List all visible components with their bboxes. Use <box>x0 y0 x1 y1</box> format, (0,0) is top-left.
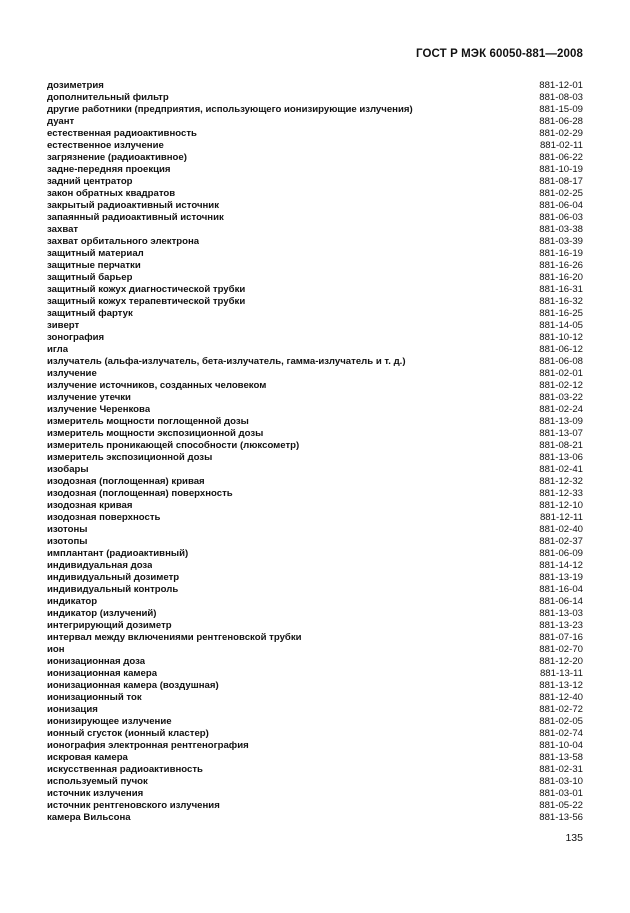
entry-term: искровая камера <box>47 751 128 763</box>
entry-term: искусственная радиоактивность <box>47 763 203 775</box>
entry-term: естественное излучение <box>47 139 164 151</box>
entry-code: 881-02-11 <box>539 139 583 151</box>
index-entry <box>47 680 583 692</box>
index-entry <box>47 296 583 308</box>
entry-term: ион <box>47 643 65 655</box>
entry-term: захват орбитального электрона <box>47 235 200 247</box>
index-entry <box>47 560 583 572</box>
index-entry <box>47 248 583 260</box>
entry-code: 881-12-20 <box>539 655 583 667</box>
entry-code: 881-16-26 <box>539 259 583 271</box>
entry-code: 881-13-03 <box>539 607 583 619</box>
entry-code: 881-06-28 <box>539 115 583 127</box>
entry-term: ионография электронная рентгенография <box>47 739 249 751</box>
entry-code: 881-16-32 <box>539 295 583 307</box>
entry-term: дозиметрия <box>47 79 104 91</box>
index-entry <box>47 608 583 620</box>
index-entry <box>47 728 583 740</box>
standard-header: ГОСТ Р МЭК 60050-881—2008 <box>416 48 583 60</box>
index-entry <box>47 776 583 788</box>
entry-term: изодозная (поглощенная) поверхность <box>47 487 233 499</box>
entry-term: защитный фартук <box>47 307 133 319</box>
index-entry <box>47 152 583 164</box>
entry-code: 881-02-40 <box>539 523 583 535</box>
entry-code: 881-06-12 <box>539 343 583 355</box>
entry-term: излучение источников, созданных человеком <box>47 379 267 391</box>
index-entry <box>47 344 583 356</box>
index-entry <box>47 236 583 248</box>
entry-code: 881-13-19 <box>539 571 583 583</box>
index-entry <box>47 284 583 296</box>
index-entry <box>47 812 583 824</box>
entry-code: 881-03-10 <box>539 775 583 787</box>
entry-term: защитный материал <box>47 247 144 259</box>
index-entry <box>47 740 583 752</box>
index-entry <box>47 140 583 152</box>
index-entry <box>47 800 583 812</box>
index-entry <box>47 512 583 524</box>
entry-term: интервал между включениями рентгеновской трубки <box>47 631 302 643</box>
entry-term: имплантант (радиоактивный) <box>47 547 189 559</box>
entry-term: измеритель проникающей способности (люксометр) <box>47 439 300 451</box>
index-entry <box>47 428 583 440</box>
index-entry <box>47 452 583 464</box>
entry-term: индивидуальный контроль <box>47 583 179 595</box>
entry-term: индивидуальный дозиметр <box>47 571 180 583</box>
entry-term: индивидуальная доза <box>47 559 153 571</box>
entry-term: дополнительный фильтр <box>47 91 169 103</box>
entry-term: измеритель экспозиционной дозы <box>47 451 213 463</box>
index-entry <box>47 764 583 776</box>
entry-term: камера Вильсона <box>47 811 131 823</box>
entry-code: 881-02-24 <box>539 403 583 415</box>
index-entry <box>47 356 583 368</box>
index-entry <box>47 464 583 476</box>
entry-term: изотоны <box>47 523 88 535</box>
entry-term: ионизационная камера <box>47 667 158 679</box>
index-entry <box>47 668 583 680</box>
entry-code: 881-02-72 <box>539 703 583 715</box>
entry-code: 881-08-17 <box>539 175 583 187</box>
entry-term: защитный кожух диагностической трубки <box>47 283 246 295</box>
index-entry <box>47 392 583 404</box>
index-entry <box>47 176 583 188</box>
entry-term: излучатель (альфа-излучатель, бета-излучатель, гамма-излучатель и т. д.) <box>47 355 406 367</box>
entry-code: 881-14-05 <box>539 319 583 331</box>
index-entry <box>47 128 583 140</box>
entry-code: 881-10-19 <box>539 163 583 175</box>
entry-term: загрязнение (радиоактивное) <box>47 151 187 163</box>
entry-term: закрытый радиоактивный источник <box>47 199 220 211</box>
entry-term: изодозная кривая <box>47 499 133 511</box>
entry-code: 881-02-29 <box>539 127 583 139</box>
entry-term: ионизационная камера (воздушная) <box>47 679 219 691</box>
entry-code: 881-03-38 <box>539 223 583 235</box>
index-entry <box>47 200 583 212</box>
entry-code: 881-13-06 <box>539 451 583 463</box>
index-entry <box>47 212 583 224</box>
entry-term: закон обратных квадратов <box>47 187 176 199</box>
entry-term: ионизационная доза <box>47 655 146 667</box>
entry-code: 881-02-70 <box>539 643 583 655</box>
entry-code: 881-02-25 <box>539 187 583 199</box>
entry-code: 881-02-41 <box>539 463 583 475</box>
entry-term: используемый пучок <box>47 775 148 787</box>
entry-code: 881-12-33 <box>539 487 583 499</box>
index-entry <box>47 596 583 608</box>
entry-term: зиверт <box>47 319 80 331</box>
index-entry <box>47 644 583 656</box>
page-number: 135 <box>565 832 583 844</box>
index-entry <box>47 632 583 644</box>
entry-code: 881-02-74 <box>539 727 583 739</box>
entry-term: защитный барьер <box>47 271 133 283</box>
entry-term: дуант <box>47 115 75 127</box>
entry-term: изобары <box>47 463 89 475</box>
entry-code: 881-13-58 <box>539 751 583 763</box>
index-entry <box>47 524 583 536</box>
index-entry <box>47 368 583 380</box>
entry-term: индикатор (излучений) <box>47 607 157 619</box>
entry-code: 881-02-05 <box>539 715 583 727</box>
entry-term: защитный кожух терапевтической трубки <box>47 295 246 307</box>
entry-code: 881-12-01 <box>539 79 583 91</box>
index-entry <box>47 380 583 392</box>
index-entry <box>47 656 583 668</box>
index-entry <box>47 476 583 488</box>
entry-term: интегрирующий дозиметр <box>47 619 172 631</box>
entry-code: 881-16-04 <box>539 583 583 595</box>
entry-code: 881-06-14 <box>539 595 583 607</box>
index-entry <box>47 716 583 728</box>
entry-code: 881-15-09 <box>539 103 583 115</box>
entry-code: 881-13-12 <box>539 679 583 691</box>
index-entry <box>47 488 583 500</box>
entry-code: 881-03-22 <box>539 391 583 403</box>
index-entry <box>47 116 583 128</box>
entry-term: измеритель мощности поглощенной дозы <box>47 415 249 427</box>
entry-term: запаянный радиоактивный источник <box>47 211 224 223</box>
index-entry <box>47 404 583 416</box>
entry-code: 881-12-10 <box>539 499 583 511</box>
entry-code: 881-16-25 <box>539 307 583 319</box>
index-entry <box>47 788 583 800</box>
index-entry <box>47 308 583 320</box>
index-entry <box>47 500 583 512</box>
entry-code: 881-08-03 <box>539 91 583 103</box>
entry-code: 881-06-22 <box>539 151 583 163</box>
index-entry <box>47 572 583 584</box>
entry-code: 881-06-08 <box>539 355 583 367</box>
entry-term: ионизирующее излучение <box>47 715 172 727</box>
index-entry <box>47 692 583 704</box>
entry-term: изодозная поверхность <box>47 511 161 523</box>
entry-code: 881-13-09 <box>539 415 583 427</box>
entry-code: 881-03-39 <box>539 235 583 247</box>
entry-code: 881-16-31 <box>539 283 583 295</box>
index-entry <box>47 164 583 176</box>
entry-term: задний центратор <box>47 175 133 187</box>
index-entry <box>47 80 583 92</box>
entry-code: 881-14-12 <box>539 559 583 571</box>
index-entry <box>47 272 583 284</box>
entry-code: 881-06-04 <box>539 199 583 211</box>
entry-code: 881-05-22 <box>539 799 583 811</box>
index-entry <box>47 92 583 104</box>
entry-code: 881-13-07 <box>539 427 583 439</box>
entry-code: 881-06-09 <box>539 547 583 559</box>
entry-code: 881-16-20 <box>539 271 583 283</box>
entry-term: индикатор <box>47 595 98 607</box>
entry-code: 881-13-11 <box>539 667 583 679</box>
entry-term: ионизация <box>47 703 98 715</box>
entry-term: источник излучения <box>47 787 144 799</box>
entry-code: 881-06-03 <box>539 211 583 223</box>
entry-term: излучение <box>47 367 97 379</box>
index-entry <box>47 332 583 344</box>
entry-code: 881-08-21 <box>539 439 583 451</box>
entry-term: захват <box>47 223 79 235</box>
entry-term: ионный сгусток (ионный кластер) <box>47 727 209 739</box>
entry-term: изодозная (поглощенная) кривая <box>47 475 205 487</box>
index-entry <box>47 320 583 332</box>
entry-code: 881-02-12 <box>539 379 583 391</box>
index-entry <box>47 440 583 452</box>
entry-term: излучение Черенкова <box>47 403 151 415</box>
entry-code: 881-13-56 <box>539 811 583 823</box>
index-entry <box>47 704 583 716</box>
entry-term: игла <box>47 343 69 355</box>
entry-code: 881-02-31 <box>539 763 583 775</box>
entry-code: 881-02-37 <box>539 535 583 547</box>
entry-code: 881-07-16 <box>539 631 583 643</box>
entry-term: другие работники (предприятия, использующего ионизирующие излучения) <box>47 103 413 115</box>
index-entry <box>47 104 583 116</box>
index-entry <box>47 224 583 236</box>
entry-term: излучение утечки <box>47 391 131 403</box>
index-entry <box>47 260 583 272</box>
entry-code: 881-13-23 <box>539 619 583 631</box>
index-entry <box>47 188 583 200</box>
entry-term: измеритель мощности экспозиционной дозы <box>47 427 264 439</box>
index-entry <box>47 416 583 428</box>
entry-code: 881-12-32 <box>539 475 583 487</box>
entry-term: зонография <box>47 331 105 343</box>
entry-code: 881-03-01 <box>539 787 583 799</box>
index-entry <box>47 536 583 548</box>
entry-term: ионизационный ток <box>47 691 142 703</box>
entry-code: 881-10-04 <box>539 739 583 751</box>
entry-code: 881-16-19 <box>539 247 583 259</box>
index-entry <box>47 548 583 560</box>
entry-code: 881-12-40 <box>539 691 583 703</box>
entry-term: защитные перчатки <box>47 259 141 271</box>
entry-code: 881-12-11 <box>539 511 583 523</box>
index-entry <box>47 584 583 596</box>
index-entry <box>47 620 583 632</box>
index-entry <box>47 752 583 764</box>
term-index-list <box>47 80 583 824</box>
entry-code: 881-10-12 <box>539 331 583 343</box>
entry-term: источник рентгеновского излучения <box>47 799 220 811</box>
entry-code: 881-02-01 <box>539 367 583 379</box>
entry-term: изотопы <box>47 535 88 547</box>
entry-term: естественная радиоактивность <box>47 127 197 139</box>
entry-term: задне-передняя проекция <box>47 163 171 175</box>
